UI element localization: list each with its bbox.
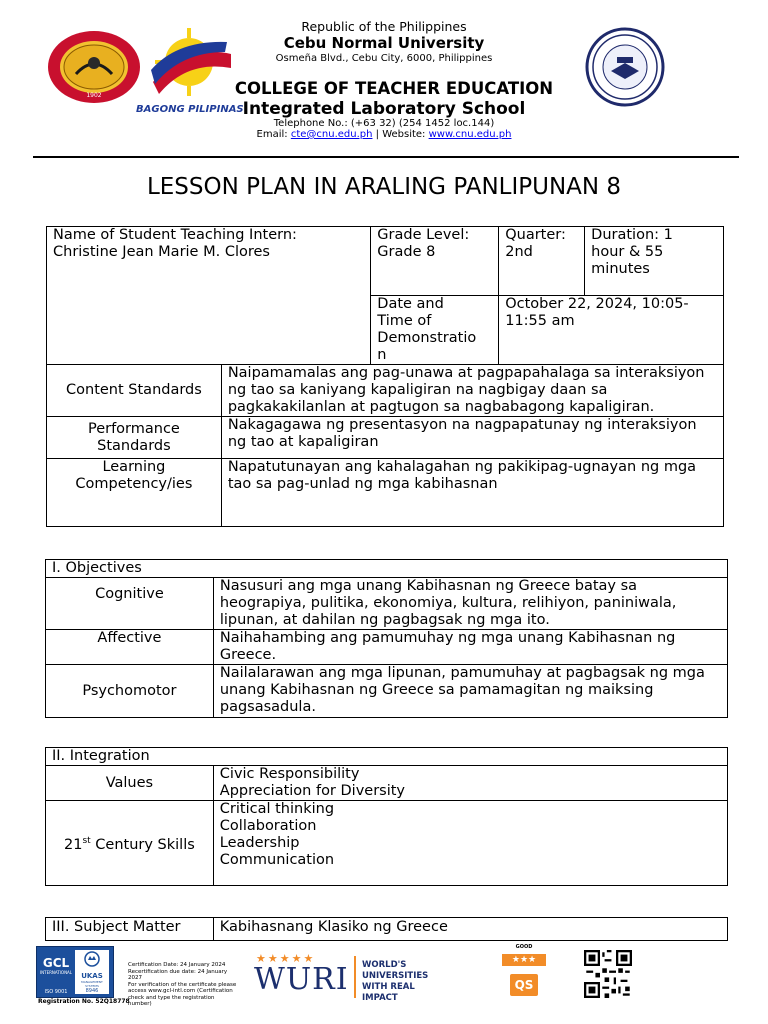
qs-text: QS: [514, 978, 534, 992]
gcl-sub-text: INTERNATIONAL: [39, 970, 73, 975]
page-title: LESSON PLAN IN ARALING PANLIPUNAN 8: [146, 174, 622, 200]
footer: [0, 944, 768, 1024]
objectives-heading: I. Objectives: [46, 560, 728, 578]
wuri-tagline-line: WORLD'S: [362, 960, 407, 970]
cognitive-value: Nasusuri ang mga unang Kabihasnan ng Greece batay sa heograpiya, pulitika, ekonomiya, kultura, relihiyon, paniniwala, lipunan, at dahilan ng pagbagsak ng mga ito.: [213, 578, 727, 630]
svg-text:1902: 1902: [86, 92, 102, 99]
gcl-text: GCL: [42, 956, 70, 970]
intern-cell: [47, 227, 371, 365]
website-link[interactable]: www.cnu.edu.ph: [428, 129, 512, 140]
skill-item: Collaboration: [219, 818, 317, 834]
wuri-text: WURI: [254, 962, 349, 997]
republic-text: Republic of the Philippines: [301, 19, 467, 34]
subject-matter-table: [45, 917, 728, 941]
lesson-info-table: [46, 226, 724, 527]
date-value-line: October 22, 2024, 10:05-: [505, 296, 689, 312]
date-label-line: Demonstratio: [377, 330, 477, 346]
college-name: COLLEGE OF TEACHER EDUCATION: [234, 79, 554, 98]
header-rule: [33, 156, 739, 158]
qs-badge: [502, 944, 546, 1004]
skill-item: Critical thinking: [219, 801, 335, 817]
date-value-line: 11:55 am: [505, 313, 575, 329]
cert-line: check and type the registration number): [128, 994, 215, 1007]
content-standards-label: [47, 365, 222, 417]
intern-name: Christine Jean Marie M. Clores: [53, 244, 270, 260]
quarter-value: 2nd: [505, 244, 533, 260]
ukas-sub-text: MANAGEMENT SYSTEMS: [81, 980, 103, 988]
quarter-label: Quarter:: [505, 227, 566, 243]
subject-matter-value: Kabihasnang Klasiko ng Greece: [213, 918, 727, 941]
skill-item: Communication: [219, 852, 335, 868]
duration-line: Duration: 1: [591, 227, 673, 243]
performance-standards-label: [47, 417, 222, 459]
subject-matter-label: III. Subject Matter: [46, 918, 214, 941]
certification-text: [128, 962, 238, 1008]
psychomotor-label: Psychomotor: [46, 665, 214, 718]
qs-stars: ★★★: [502, 954, 546, 966]
email-label: Email:: [256, 129, 291, 140]
century-skills-number: 21: [64, 836, 83, 853]
wuri-logo: [252, 952, 430, 1004]
duration-line: minutes: [591, 261, 650, 277]
skills-cell: [213, 801, 727, 886]
learning-competency-value: Napatutunayan ang kahalagahan ng pakikipag-ugnayan ng mga tao sa pag-unlad ng mga kabihasnan: [221, 459, 723, 527]
learning-competency-label: [47, 459, 222, 527]
date-label-line: Date and: [377, 296, 444, 312]
cert-line: For verification of the certificate please: [128, 981, 237, 988]
duration-cell: [585, 227, 724, 296]
performance-label-line: Performance: [87, 420, 180, 437]
values-label: Values: [46, 766, 214, 801]
grade-label: Grade Level:: [377, 227, 470, 243]
bagong-pilipinas-text: BAGONG PILIPINAS: [136, 104, 244, 115]
website-label: | Website:: [372, 129, 429, 140]
integration-table: [45, 747, 728, 886]
date-label-line: Time of: [377, 313, 432, 329]
wuri-stars: ★★★★★: [256, 952, 316, 965]
university-name: Cebu Normal University: [283, 34, 485, 52]
quarter-cell: [499, 227, 585, 296]
duration-line: hour & 55: [591, 244, 664, 260]
school-name: Integrated Laboratory School: [242, 99, 526, 119]
gcl-logo: [39, 950, 73, 994]
performance-label-line: Standards: [97, 437, 171, 454]
date-label-line: n: [377, 347, 387, 363]
wuri-tagline: [362, 960, 430, 1004]
wuri-tagline-line: WITH REAL IMPACT: [362, 982, 415, 1003]
value-item: Appreciation for Diversity: [219, 783, 406, 799]
crown-icon: [75, 950, 109, 968]
gcl-ukas-badge: [36, 946, 114, 998]
affective-label: Affective: [46, 630, 214, 665]
registration-number: Registration No. 52Q18778: [38, 998, 130, 1005]
cert-line: access www.gcl-intl.com (Certification: [128, 988, 233, 994]
cert-line: Recertification due date: 24 January 2027: [128, 968, 228, 981]
value-item: Civic Responsibility: [219, 766, 360, 782]
qs-logo: [510, 974, 538, 996]
university-address: Osmeña Blvd., Cebu City, 6000, Philippines: [275, 53, 493, 64]
ukas-text: UKAS: [81, 972, 103, 980]
qs-good-text: GOOD: [515, 944, 533, 950]
values-cell: [213, 766, 727, 801]
wuri-tagline-line: UNIVERSITIES: [362, 971, 429, 981]
ukas-logo: [75, 950, 109, 994]
affective-value: Naihahambing ang pamumuhay ng mga unang Kabihasnan ng Greece.: [213, 630, 727, 665]
century-skills-suffix: st: [82, 835, 91, 846]
performance-standards-value: Nakagagawa ng presentasyon na nagpapatunay ng interaksiyon ng tao at kapaligiran: [221, 417, 723, 459]
wuri-divider: [354, 956, 356, 998]
intern-label: Name of Student Teaching Intern:: [53, 227, 297, 243]
iso-text: ISO 9001: [44, 989, 68, 995]
content-standards-value: Naipamamalas ang pag-unawa at pagpapahalaga sa interaksiyon ng tao sa kaniyang kapaligiran na nagbigay daan sa pagkakakilanlan at pagtugon sa nagbabagong kapaligiran.: [221, 365, 723, 417]
ukas-number: 8946: [85, 988, 99, 994]
century-skills-label: [46, 801, 214, 886]
content-standards-label-text: Content Standards: [66, 382, 202, 398]
grade-value: Grade 8: [377, 244, 436, 260]
qr-code: [584, 950, 632, 998]
century-skills-text: Century Skills: [90, 836, 195, 853]
integration-heading: II. Integration: [46, 748, 728, 766]
competency-label-line: Learning: [102, 459, 166, 475]
grade-cell: [371, 227, 499, 296]
competency-label-line: Competency/ies: [75, 476, 193, 492]
telephone-text: Telephone No.: (+63 32) (254 1452 loc.144): [273, 118, 495, 129]
date-label-cell: [371, 296, 499, 365]
contact-line: [0, 129, 768, 140]
cert-line: Certification Date: 24 January 2024: [128, 962, 226, 968]
email-link[interactable]: cte@cnu.edu.ph: [290, 129, 373, 140]
date-value-cell: [499, 296, 724, 365]
cognitive-label: Cognitive: [46, 578, 214, 630]
objectives-table: [45, 559, 728, 718]
psychomotor-value: Nailalarawan ang mga lipunan, pamumuhay at pagbagsak ng mga unang Kabihasnan ng Greece sa pamamagitan ng maiksing pagsasadula.: [213, 665, 727, 718]
skill-item: Leadership: [219, 835, 300, 851]
